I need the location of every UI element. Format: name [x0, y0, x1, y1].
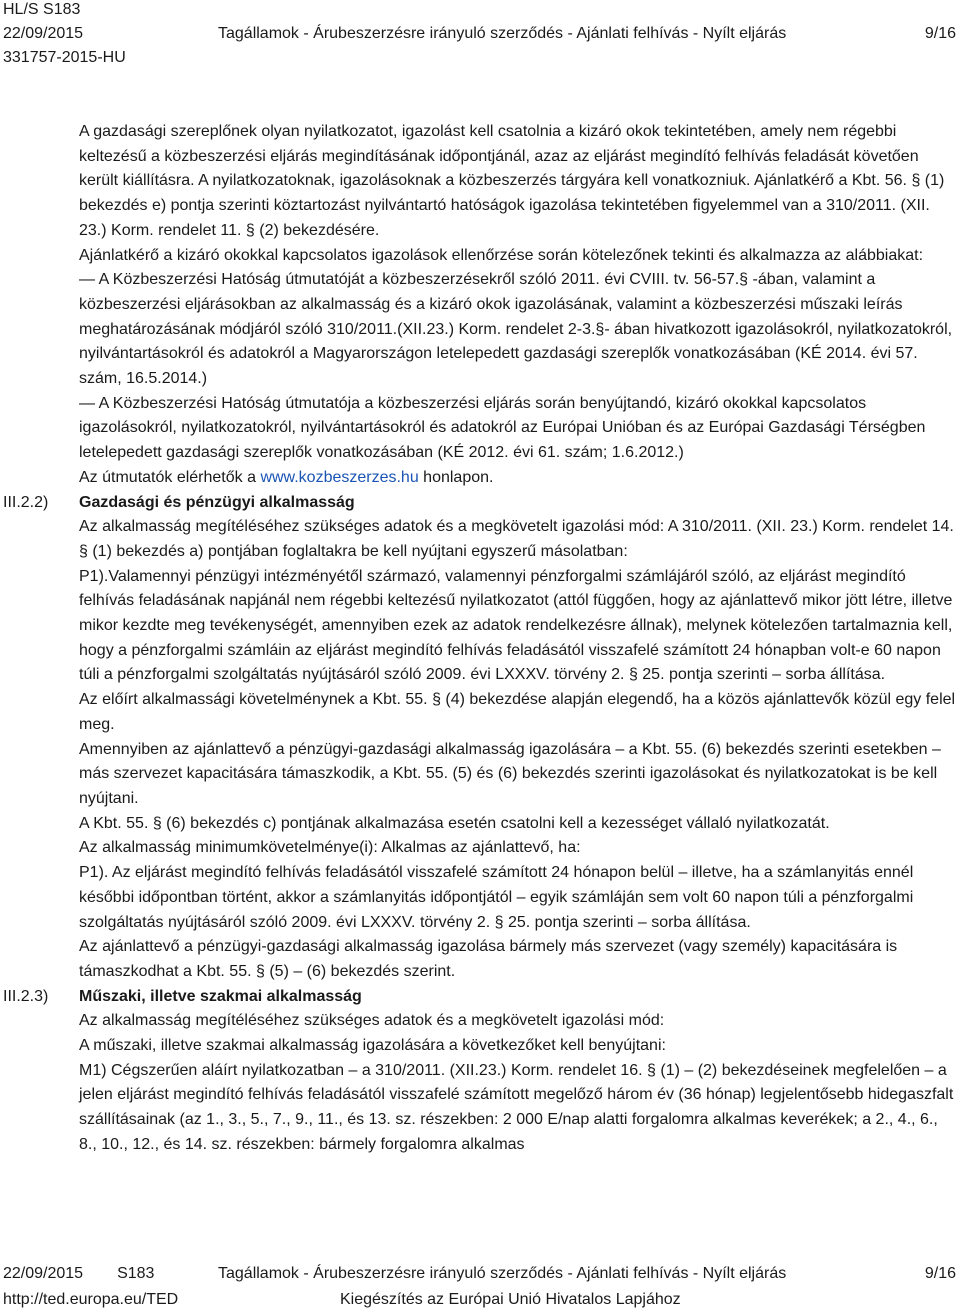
section-paragraph: Amennyiben az ajánlattevő a pénzügyi-gazdasági alkalmasság igazolására – a Kbt. 55. (6) bekezdés szerinti esetekben – más szervezet kapacitására támaszkodik, a Kbt. 55. (5) és (6) bekezdés szerinti igazolásokat és nyilatkozatokat is be kell nyújtani. [79, 740, 941, 807]
section-paragraph: Az előírt alkalmassági követelménynek a Kbt. 55. § (4) bekezdése alapján elegendő, ha a közös ajánlattevők közül egy felel meg. [79, 691, 956, 733]
footer-date-issue [3, 1262, 154, 1286]
header-journal-id: HL/S S183 [3, 1, 81, 18]
section-paragraph: Az ajánlattevő a pénzügyi-gazdasági alkalmasság igazolása bármely más szervezet (vagy személy) kapacitására is támaszkodhat a Kbt. 55. § (5) – (6) bekezdés szerint. [79, 938, 898, 980]
intro-paragraph: A gazdasági szereplőnek olyan nyilatkozatot, igazolást kell csatolnia a kizáró okok tekintetében, amely nem régebbi keltezésű a közbeszerzési eljárás megindításának időpontjánál, azaz az eljárást megindító felhívás feladását követően került kiállításra. A nyilatkozatoknak, igazolásoknak a közbeszerzés tárgyára kell vonatkozniuk. Ajánlatkérő a Kbt. 56. § (1) bekezdés e) pontja szerinti köztartozást nyilvántartó hatóságok igazolása tekintetében figyelemmel van a 310/2011. (XII. 23.) Korm. rendelet 11. § (2) bekezdésére. [79, 123, 945, 239]
header-title: Tagállamok - Árubeszerzésre irányuló szerződés - Ajánlati felhívás - Nyílt eljárás [218, 25, 787, 42]
section-title: Gazdasági és pénzügyi alkalmasság [79, 493, 355, 511]
intro-section [0, 120, 960, 491]
header-notice-id: 331757-2015-HU [3, 49, 126, 66]
intro-paragraph: Ajánlatkérő a kizáró okokkal kapcsolatos igazolások ellenőrzése során kötelezőnek tekinti és alkalmazza az alábbiakat: [79, 246, 924, 264]
footer-title: Tagállamok - Árubeszerzésre irányuló szerződés - Ajánlati felhívás - Nyílt eljárás [218, 1265, 787, 1282]
guidance-item: — A Közbeszerzési Hatóság útmutatóját a közbeszerzésekről szóló 2011. évi CVIII. tv. 56-57.§ -ában, valamint a közbeszerzési eljárásokban az alkalmasság és a kizáró okok igazolásának, valamint a közbeszerzési műszaki leírás meghatározásának módjáról szóló 310/2011.(XII.23.) Korm. rendelet 2-3.§- ában hivatkozott igazolásokról, nyilatkozatokról, nyilvántartásokról és adatokról a Magyarországon letelepedett gazdasági szereplők vonatkozásában (KÉ 2014. évi 57. szám, 16.5.2014.) [79, 271, 953, 388]
header-page-number: 9/16 [924, 25, 956, 42]
section-paragraph: P1). Az eljárást megindító felhívás feladásától visszafelé számított 24 hónapon belül – illetve, ha a számlanyitás ennél későbbi időpontban történt, akkor a számlanyitás időpontjától – egyik számláján sem volt 60 napon túli a pénzforgalmi szolgáltatás nyújtásáról szóló 2009. évi LXXXV. törvény 2. § 25. pontja szerinti – sorba állítása. [79, 864, 914, 931]
kozbeszerzes-link[interactable]: www.kozbeszerzes.hu [260, 468, 419, 486]
footer-supplement: Kiegészítés az Európai Unió Hivatalos Lapjához [340, 1291, 681, 1308]
link-suffix: honlapon. [418, 468, 494, 486]
footer-date: 22/09/2015 [3, 1265, 84, 1282]
section-paragraph: A műszaki, illetve szakmai alkalmasság igazolására a következőket kell benyújtani: [79, 1037, 666, 1055]
guidance-link-line [79, 466, 956, 491]
section-paragraph: A Kbt. 55. § (6) bekezdés c) pontjának alkalmazása esetén csatolni kell a kezességet vállaló nyilatkozatát. [79, 814, 830, 832]
section-paragraph: Az alkalmasság megítéléséhez szükséges adatok és a megkövetelt igazolási mód: A 310/2011. (XII. 23.) Korm. rendelet 14. § (1) bekezdés a) pontjában foglaltakra be kell nyújtani egyszerű másolatban: [79, 518, 954, 560]
section-paragraph: Az alkalmasság megítéléséhez szükséges adatok és a megkövetelt igazolási mód: [79, 1012, 665, 1030]
footer-url[interactable]: http://ted.europa.eu/TED [3, 1291, 179, 1308]
section-number: III.2.2) [3, 493, 49, 511]
document-body [0, 120, 960, 1158]
guidance-item: — A Közbeszerzési Hatóság útmutatója a közbeszerzési eljárás során benyújtandó, kizáró okokkal kapcsolatos igazolásokról, nyilatkozatokról, nyilvántartásokról és adatokról az Európai Unióban és az Európai Gazdasági Térségben letelepedett gazdasági szereplők vonatkozásában (KÉ 2012. évi 61. szám; 1.6.2012.) [79, 394, 926, 462]
section-economic-financial [0, 491, 960, 985]
section-number: III.2.3) [3, 987, 49, 1005]
section-paragraph: Az alkalmasság minimumkövetelménye(i): Alkalmas az ajánlattevő, ha: [79, 839, 581, 857]
section-title: Műszaki, illetve szakmai alkalmasság [79, 987, 362, 1005]
link-prefix: Az útmutatók elérhetők a [79, 468, 261, 486]
section-technical-professional [0, 985, 960, 1158]
section-paragraph: P1).Valamennyi pénzügyi intézményétől származó, valamennyi pénzforgalmi számlájáról szóló, az eljárást megindító felhívás feladásának napjánál nem régebbi keltezésű nyilatkozatot (attól függően, hogy az ajánlattevő mikor jött létre, illetve mikor kezdte meg tevékenységét, amennyiben ezek az adatok rendelkezésre állnak), melynek kötelezően tartalmaznia kell, hogy a pénzforgalmi számláin az eljárást megindító felhívás feladásától visszafelé számított 24 hónapban volt-e 60 napon túli a pénzforgalmi szolgáltatás nyújtásáról szóló 2009. évi LXXXV. törvény 2. § 25. pontja szerinti – sorba állítása. [79, 567, 953, 684]
section-paragraph: M1) Cégszerűen aláírt nyilatkozatban – a 310/2011. (XII.23.) Korm. rendelet 16. § (1) – (2) bekezdéseinek megfelelően – a jelen eljárást megindító felhívás feladásától visszafelé számított megelőző három év (36 hónap) legjelentősebb hidegaszfalt szállításainak (az 1., 3., 5., 7., 9., 11., és 13. sz. részekben: 2 000 E/nap alatti forgalomra alkalmas keverékek; a 2., 4., 6., 8., 10., 12., és 14. sz. részekben: bármely forgalomra alkalmas [79, 1061, 954, 1153]
footer-issue: S183 [117, 1265, 155, 1282]
header-date: 22/09/2015 [3, 25, 84, 42]
footer-page-number: 9/16 [924, 1265, 956, 1282]
